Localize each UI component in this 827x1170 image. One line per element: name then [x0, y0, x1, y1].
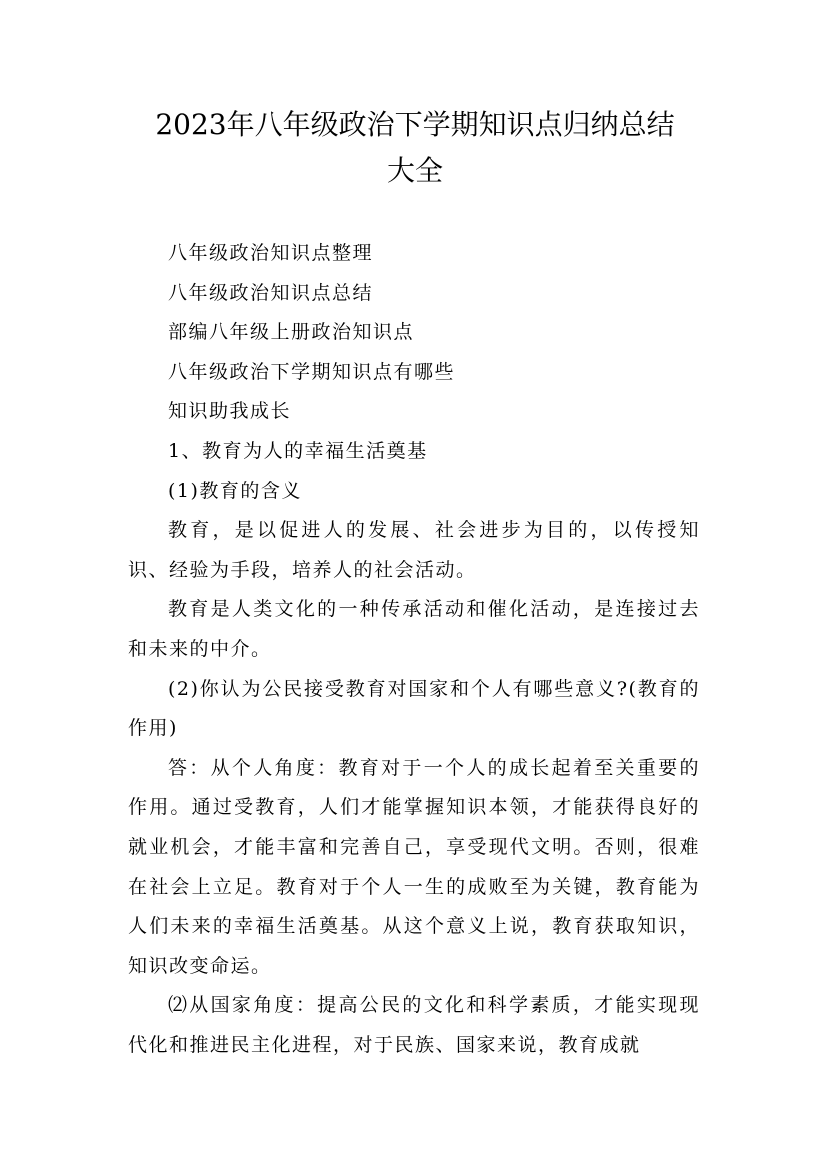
related-link-1: 八年级政治知识点整理	[168, 242, 374, 264]
answer-paragraph: 答：从个人角度：教育对于一个人的成长起着至关重要的作用。通过受教育，人们才能掌握知识本领，才能获得良好的就业机会，才能丰富和完善自己，享受现代文明。否则，很难在社会上立足。教育对于个人一生的成败至为关键，教育能为人们未来的幸福生活奠基。从这个意义上说，教育获取知识，知识改变命运。	[128, 756, 700, 977]
related-link-2: 八年级政治知识点总结	[168, 281, 374, 304]
document-body	[128, 234, 700, 1065]
related-link-4: 八年级政治下学期知识点有哪些	[168, 360, 456, 383]
paragraph: ⑵从国家角度：提高公民的文化和科学素质，才能实现现代化和推进民主化进程，对于民族、国家来说，教育成就	[128, 994, 700, 1056]
document-title	[110, 102, 720, 194]
title-line-1: 2023年八年级政治下学期知识点归纳总结	[155, 108, 675, 141]
point-heading: (1)教育的含义	[168, 479, 302, 502]
title-line-2: 大全	[386, 154, 443, 187]
paragraph: 教育是人类文化的一种传承活动和催化活动，是连接过去和未来的中介。	[128, 598, 700, 660]
subsection-heading: 1、教育为人的幸福生活奠基	[168, 439, 428, 462]
related-link-3: 部编八年级上册政治知识点	[168, 321, 415, 344]
section-heading: 知识助我成长	[168, 400, 292, 423]
question-paragraph: (2)你认为公民接受教育对国家和个人有哪些意义?(教育的作用)	[128, 677, 700, 740]
paragraph: 教育，是以促进人的发展、社会进步为目的，以传授知识、经验为手段，培养人的社会活动。	[128, 519, 700, 581]
